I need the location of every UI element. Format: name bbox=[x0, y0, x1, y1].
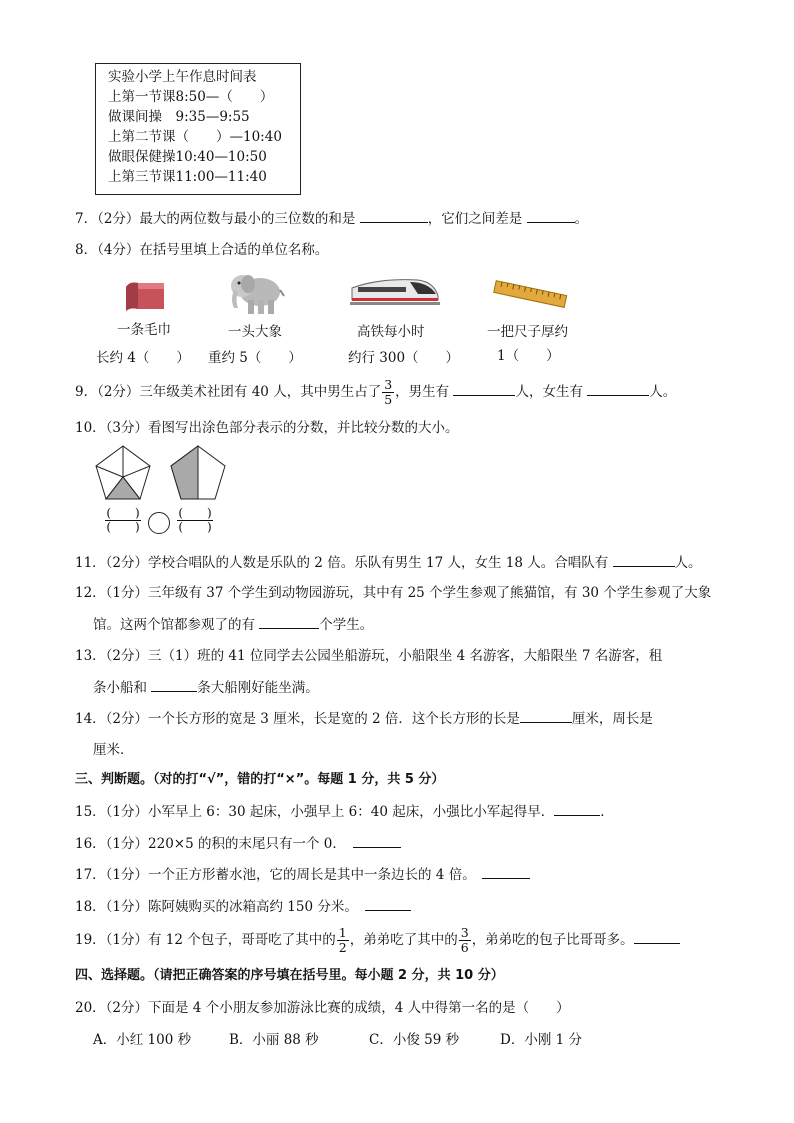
option-a[interactable]: A．小红 100 秒 bbox=[93, 1032, 192, 1048]
item-hint: 长约 4（ ） bbox=[96, 350, 190, 366]
question-19: 19．（1分）有 12 个包子，哥哥吃了其中的 $\frac{1}{2}$ ，弟弟吃了其中的 $\frac{3}{6}$ ，弟弟吃的包子比哥哥多。 bbox=[75, 926, 680, 955]
question-17: 17．（1分）一个正方形蓄水池，它的周长是其中一条边长的 4 倍。 bbox=[75, 864, 530, 885]
option-b[interactable]: B．小丽 88 秒 bbox=[229, 1032, 319, 1048]
answer-blank[interactable] bbox=[634, 929, 680, 944]
item-name: 一条毛巾 bbox=[117, 322, 171, 338]
answer-blank[interactable] bbox=[587, 381, 649, 396]
option-c[interactable]: C．小俊 59 秒 bbox=[369, 1032, 460, 1048]
schedule-line: 做眼保健操10:40—10:50 bbox=[108, 149, 267, 165]
section-3-heading: 三、判断题。（对的打“√”，错的打“×”。每题 1 分，共 5 分） bbox=[75, 772, 445, 787]
train-icon bbox=[348, 272, 440, 308]
compare-circle[interactable] bbox=[148, 512, 170, 534]
item-name: 一把尺子厚约 bbox=[487, 324, 568, 340]
answer-blank[interactable] bbox=[151, 677, 197, 692]
fraction: $\frac{3}{5}$ bbox=[384, 377, 393, 407]
answer-blank[interactable] bbox=[520, 708, 572, 723]
answer-blank[interactable] bbox=[527, 208, 575, 223]
question-14: 14．（2分）一个长方形的宽是 3 厘米，长是宽的 2 倍．这个长方形的长是 厘米，周长是 bbox=[75, 708, 653, 729]
schedule-line: 上第二节课（ ）—10:40 bbox=[108, 129, 282, 145]
item-name: 一头大象 bbox=[228, 324, 282, 340]
schedule-box bbox=[95, 63, 301, 195]
question-12: 12．（1分）三年级有 37 个学生到动物园游玩，其中有 25 个学生参观了熊猫馆，有 30 个学生参观了大象 bbox=[75, 585, 712, 601]
pentagon-figures bbox=[93, 442, 233, 504]
item-hint: 约行 300（ ） bbox=[348, 350, 460, 366]
question-13: 13．（2分）三（1）班的 41 位同学去公园坐船游玩，小船限坐 4 名游客，大船限坐 7 名游客，租 bbox=[75, 648, 663, 664]
schedule-line: 上第三节课11:00—11:40 bbox=[108, 169, 267, 185]
towel-icon bbox=[120, 277, 170, 313]
question-12-cont: 馆。这两个馆都参观了的有 个学生。 bbox=[93, 614, 373, 635]
option-d[interactable]: D．小刚 1 分 bbox=[500, 1032, 582, 1048]
question-11: 11．（2分）学校合唱队的人数是乐队的 2 倍。乐队有男生 17 人，女生 18 人。合唱队有 人。 bbox=[75, 552, 702, 573]
question-16: 16．（1分）220×5 的积的末尾只有一个 0． bbox=[75, 833, 401, 854]
item-hint: 1（ ） bbox=[497, 348, 560, 364]
answer-blank[interactable] bbox=[453, 381, 515, 396]
question-8: 8．（4分）在括号里填上合适的单位名称。 bbox=[75, 242, 329, 258]
answer-blank[interactable] bbox=[353, 833, 401, 848]
schedule-title: 实验小学上午作息时间表 bbox=[108, 69, 257, 85]
question-7: 7．（2分）最大的两位数与最小的三位数的和是 ，它们之间差是 。 bbox=[75, 208, 588, 229]
answer-blank[interactable] bbox=[482, 864, 530, 879]
elephant-icon bbox=[226, 268, 286, 318]
schedule-line: 做课间操 9:35—9:55 bbox=[108, 109, 250, 125]
question-18: 18．（1分）陈阿姨购买的冰箱高约 150 分米。 bbox=[75, 896, 411, 917]
question-13-cont: 条小船和 条大船刚好能坐满。 bbox=[93, 677, 319, 698]
item-hint: 重约 5（ ） bbox=[208, 350, 302, 366]
question-14-cont: 厘米． bbox=[93, 742, 134, 758]
fraction-answer[interactable]: ( ) ( ) bbox=[106, 506, 140, 534]
fraction: $\frac{3}{6}$ bbox=[460, 925, 469, 955]
answer-blank[interactable] bbox=[613, 552, 675, 567]
answer-blank[interactable] bbox=[360, 208, 428, 223]
fraction-answer[interactable]: ( ) ( ) bbox=[178, 506, 212, 534]
question-9: 9．（2分）三年级美术社团有 40 人，其中男生占了 $\frac{3}{5}$ ，男生有 人，女生有 人。 bbox=[75, 377, 677, 407]
question-20: 20．（2分）下面是 4 个小朋友参加游泳比赛的成绩，4 人中得第一名的是（ ） bbox=[75, 1000, 570, 1016]
item-name: 高铁每小时 bbox=[357, 324, 425, 340]
fraction: $\frac{1}{2}$ bbox=[338, 925, 347, 955]
schedule-line: 上第一节课8:50—（ ） bbox=[108, 89, 274, 105]
answer-blank[interactable] bbox=[259, 614, 319, 629]
answer-blank[interactable] bbox=[554, 801, 600, 816]
question-15: 15．（1分）小军早上 6：30 起床，小强早上 6：40 起床，小强比小军起得早． ． bbox=[75, 801, 614, 822]
answer-blank[interactable] bbox=[365, 896, 411, 911]
question-10: 10．（3分）看图写出涂色部分表示的分数，并比较分数的大小。 bbox=[75, 420, 459, 436]
ruler-icon bbox=[490, 280, 570, 310]
section-4-heading: 四、选择题。（请把正确答案的序号填在括号里。每小题 2 分，共 10 分） bbox=[75, 968, 504, 983]
